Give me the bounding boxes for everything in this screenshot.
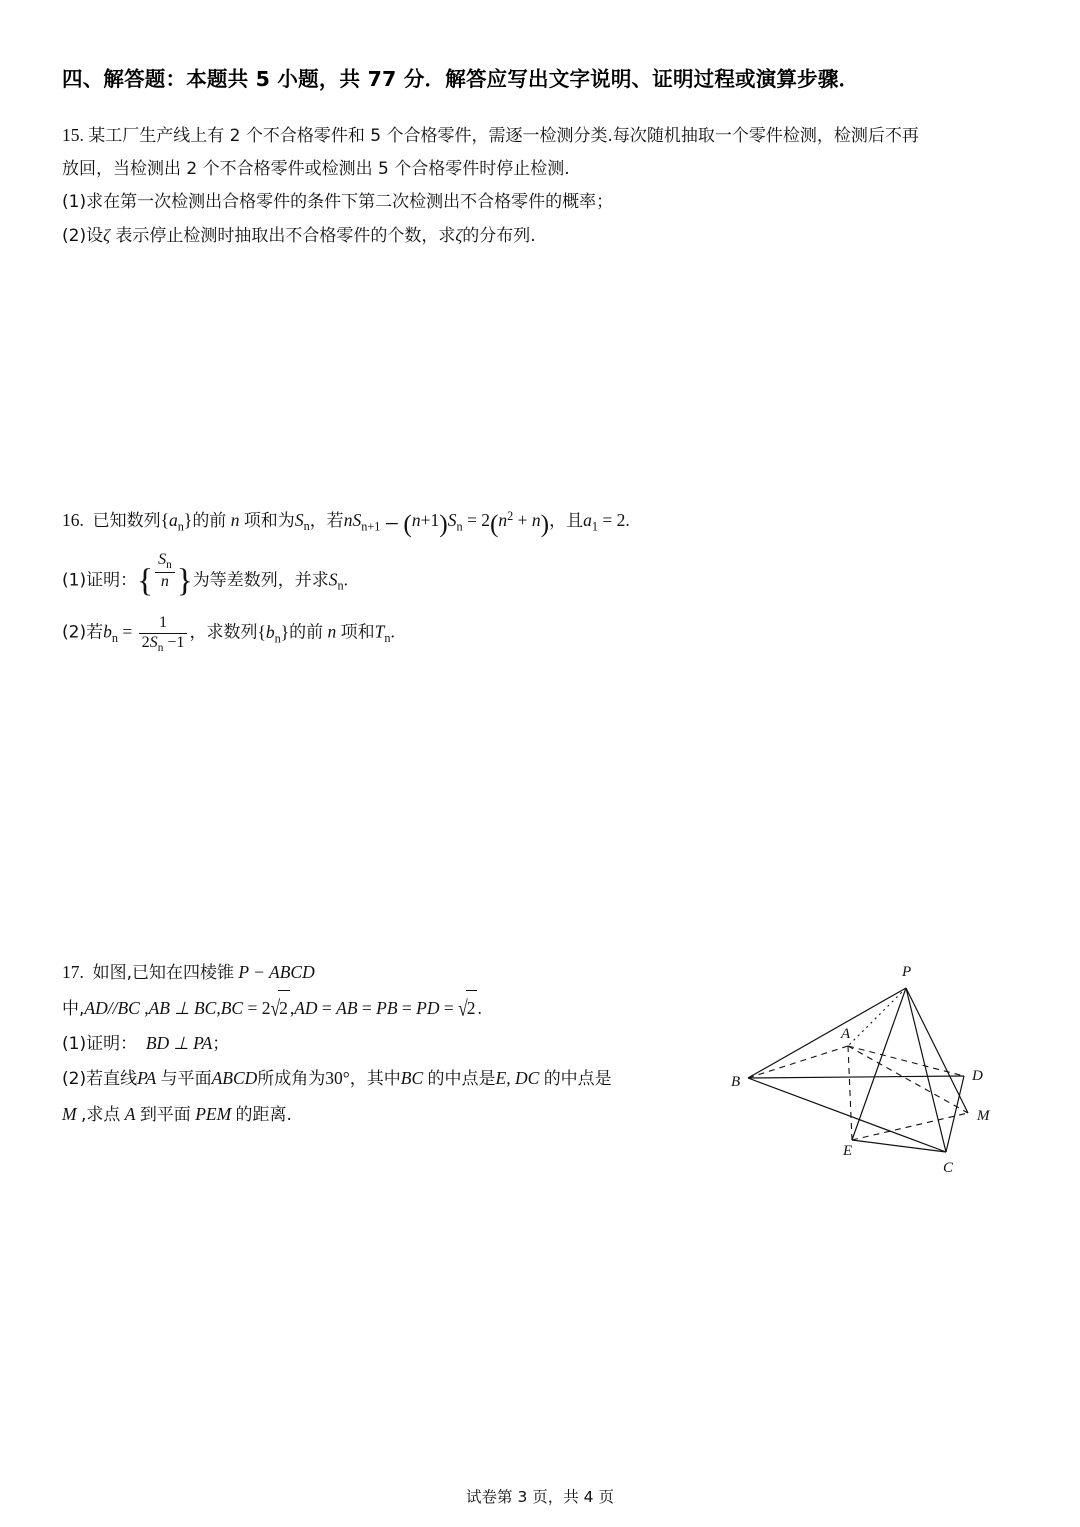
problem-16-stem-cn2: 的前: [192, 510, 227, 531]
edge-P-E: [852, 988, 906, 1140]
problem-16-part2-n: n: [327, 621, 337, 642]
problem-16-part2-pre: (2)若: [62, 622, 104, 643]
vertex-label-B: B: [731, 1074, 741, 1090]
problem-17-part1-math: BD ⊥ PA: [145, 1033, 213, 1054]
problem-15-stem-text1: 某工厂生产线上有 2 个不合格零件和 5 个合格零件，需逐一检测分类.每次随机抽取一个零件检测，检测后不再: [88, 126, 919, 146]
problem-16-part2-mid2: 的前: [289, 622, 324, 643]
problem-16-Tn: T: [374, 621, 385, 642]
problem-17-part2-p: 到平面: [139, 1104, 191, 1125]
problem-17-ab-perp-bc: AB ⊥ BC: [148, 998, 217, 1019]
problem-17-part2-g: ，其中: [349, 1069, 401, 1090]
problem-17-part2-i: 的中点是: [427, 1069, 496, 1090]
problem-17-part1: [62, 1026, 722, 1061]
edge-P-M: [906, 988, 968, 1113]
page-footer: 试卷第 3 页，共 4 页: [466, 1488, 614, 1506]
problem-15-part2: [62, 219, 1022, 253]
problem-17-part2-angle: 30°: [325, 1068, 350, 1089]
problem-16-stem-cn3: 项和为: [243, 510, 295, 531]
problem-17-part2-e: 所成角为: [257, 1069, 326, 1090]
section-heading: 四、解答题：本题共 5 小题，共 77 分．解答应写出文字说明、证明过程或演算步骤．: [62, 67, 860, 91]
problem-17-part2-abcd: ABCD: [211, 1068, 258, 1089]
problem-15-part2-mid: 表示停止检测时抽取出不合格零件的个数，求: [115, 226, 456, 247]
problem-16-seq-bn: $\{b_n\}$: [257, 621, 290, 646]
problem-17-bc-value: BC = 2√2: [221, 998, 290, 1018]
problem-17-part2-pa: PA: [137, 1068, 157, 1089]
pyramid-svg: [700, 950, 1040, 1205]
problem-16-bn: b: [103, 621, 112, 642]
problem-17-part1-end: ；: [212, 1034, 230, 1055]
problem-17-line2-cn: 中,: [62, 999, 85, 1020]
problem-17-part2-e-point: E,: [495, 1068, 511, 1089]
problem-16-part1-pre: (1)证明：: [62, 570, 138, 591]
problem-16-part1: [62, 549, 1022, 614]
edge-P-C: [906, 988, 946, 1152]
problem-16-number: 16.: [62, 509, 84, 530]
problem-16-stem-cn1: 已知数列: [92, 510, 161, 531]
edge-B-A-dashed: [748, 1046, 848, 1078]
problem-17: [62, 955, 722, 1132]
problem-17-line1-cn: 如图,已知在四棱锥: [92, 963, 235, 983]
problem-17-part2-bc: BC: [400, 1068, 424, 1089]
vertex-label-C: C: [943, 1160, 954, 1176]
edge-E-C: [852, 1140, 946, 1152]
problem-17-ad-bc: AD//BC: [84, 998, 140, 1019]
problem-17-part2-r: 的距离.: [235, 1104, 292, 1125]
vertex-label-D: D: [972, 1068, 983, 1084]
problem-17-part2-dc: DC: [515, 1068, 540, 1089]
problem-16-part2: (2)若$b_n$ = $\frac{1}{2S_n -1}$ ，求数列$\{b_n\}$的前 n 项和$T_n$.: [62, 614, 395, 654]
problem-16-part2-end: 项和: [340, 622, 375, 643]
problem-17-part1-pre: (1)证明：: [62, 1034, 138, 1055]
edge-P-A-dotted: [848, 988, 906, 1046]
problem-17-part2-c: 与平面: [160, 1069, 212, 1090]
problem-16-stem: [62, 500, 1022, 549]
problem-15-stem-line2: 放回，当检测出 2 个不合格零件或检测出 5 个合格零件时停止检测.: [62, 159, 570, 180]
problem-17-line1: [62, 955, 722, 990]
problem-17-part2-n: ,求点: [80, 1104, 121, 1125]
problem-16-set-sn-over-n: { $\frac{S_n}{n}$ }: [137, 551, 193, 600]
problem-15-part2-pre: (2)设: [62, 226, 104, 247]
problem-16-part2-mid: ，求数列: [189, 622, 258, 643]
problem-17-part2-pem: PEM: [195, 1103, 232, 1124]
problem-16-stem-end: .: [625, 509, 630, 530]
problem-17-line2: 中,AD//BC ,AB ⊥ BC,BC = 2√2 ,AD = AB = PB = PD = √2 .: [62, 990, 722, 1026]
problem-15-number: 15.: [62, 125, 84, 145]
problem-15-zeta-1: ζ: [103, 226, 110, 246]
vertex-label-E: E: [843, 1143, 853, 1159]
problem-16-Sn: S: [294, 509, 304, 530]
edge-A-D-dashed: [848, 1046, 964, 1076]
problem-15: [62, 118, 1022, 254]
problem-16-part2-period: .: [390, 621, 395, 642]
problem-17-part2-a: (2)若直线: [62, 1069, 138, 1090]
problem-16-part1-mid: 为等差数列，并求: [192, 570, 329, 591]
problem-16-Sn-sub: n: [303, 519, 310, 534]
figure-pyramid-pabcd: [700, 950, 1040, 1205]
edge-B-D: [748, 1076, 964, 1078]
problem-16-a1: $a_1 = 2$: [583, 509, 626, 534]
problem-17-equal-lengths: AD = AB = PB = PD = √2: [294, 998, 477, 1018]
problem-17-part2-l: 的中点是: [543, 1069, 612, 1090]
edge-E-M-dashed: [852, 1113, 968, 1140]
edge-P-B: [748, 988, 906, 1078]
problem-16-stem-cn5: ，且: [549, 510, 584, 531]
problem-15-stem-line1: [62, 118, 1022, 153]
problem-15-part2-end: 的分布列.: [462, 226, 536, 247]
edge-A-E-dashed: [848, 1046, 852, 1140]
problem-16-seq-an: $\{a_n\}$: [160, 509, 193, 534]
problem-16-n: n: [230, 509, 240, 530]
problem-16-part1-Sn-sub: n: [337, 579, 344, 594]
problem-16-part1-end: .: [343, 569, 348, 590]
problem-17-part2-a-point: A: [124, 1103, 136, 1124]
problem-17-line2-end: .: [477, 998, 482, 1019]
problem-17-pyramid-name: P − ABCD: [238, 962, 315, 982]
vertex-label-P: P: [902, 964, 912, 980]
problem-17-number: 17.: [62, 962, 84, 982]
edge-A-M-dashed: [848, 1046, 968, 1113]
problem-16: [62, 500, 1022, 655]
problem-15-part1: (1)求在第一次检测出合格零件的条件下第二次检测出不合格零件的概率；: [62, 192, 614, 213]
vertex-label-A: A: [841, 1026, 851, 1042]
vertex-label-M: M: [977, 1108, 990, 1124]
problem-16-equation: $nS_{n+1} - (n+1)S_n = 2(n^2 + n)$: [343, 508, 550, 538]
problem-16-stem-cn4: ，若: [309, 510, 344, 531]
problem-17-part2-line2: [62, 1097, 722, 1132]
edge-B-C: [748, 1078, 946, 1152]
problem-15-zeta-2: ζ: [455, 226, 463, 246]
problem-16-part2-eq: =: [122, 621, 133, 642]
problem-17-part2-m-point: M: [62, 1103, 77, 1124]
problem-16-fraction: $\frac{1}{2S_n -1}$: [139, 614, 188, 654]
problem-17-part2-line1: [62, 1061, 722, 1096]
problem-16-part1-Sn: S: [328, 569, 338, 590]
